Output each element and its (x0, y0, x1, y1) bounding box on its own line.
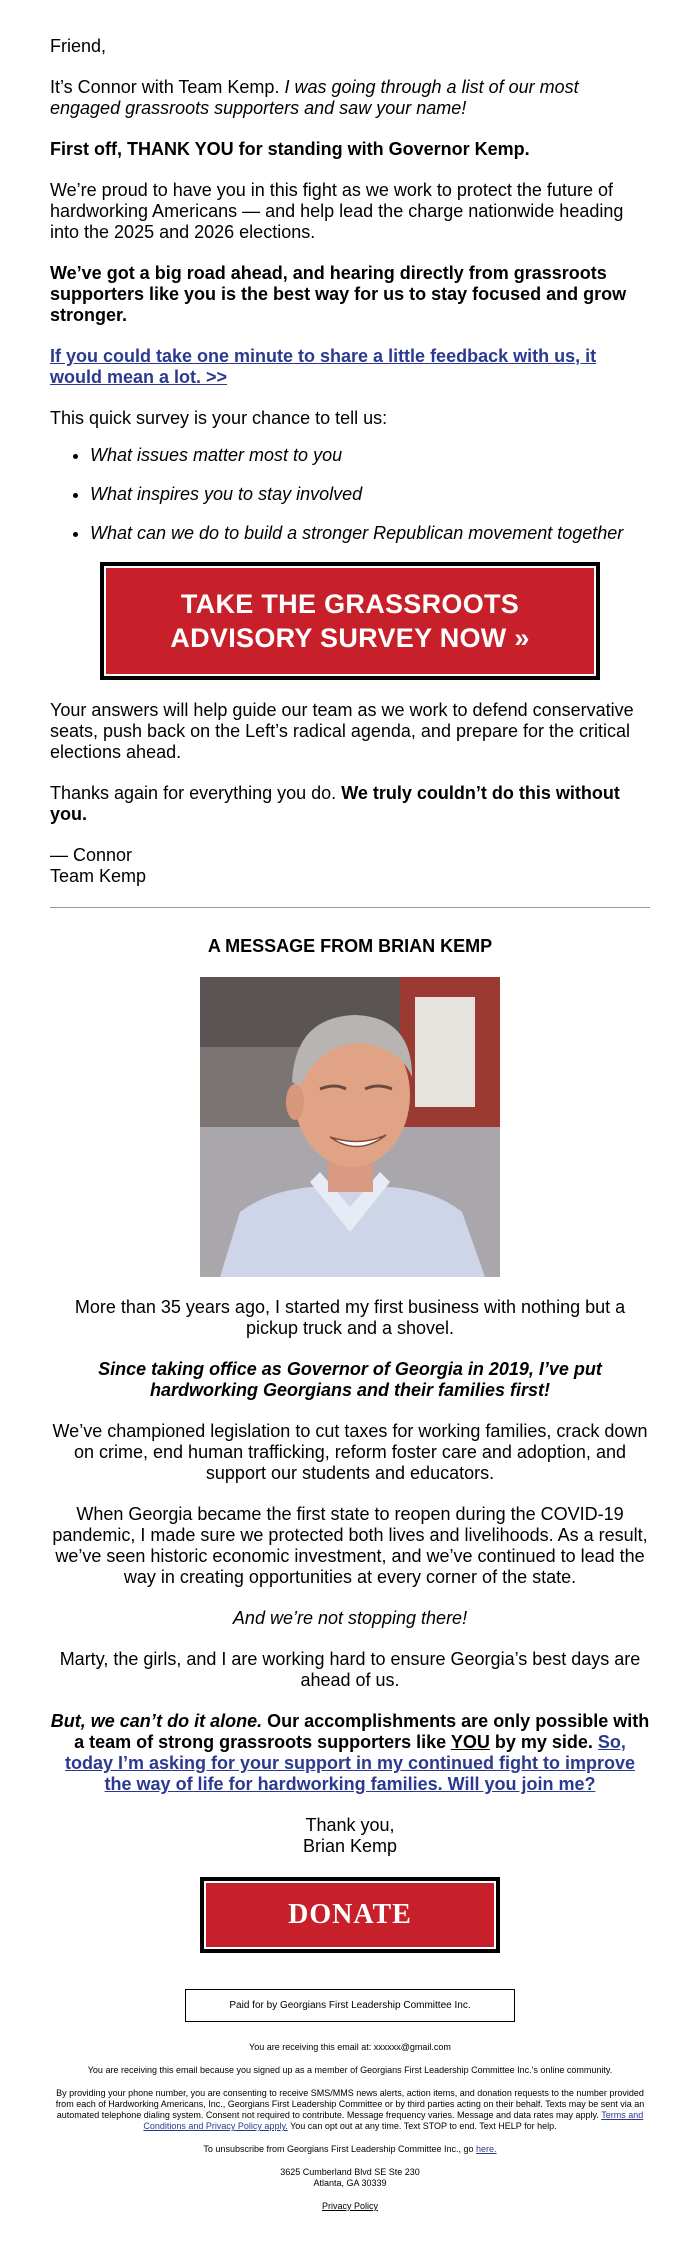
survey-intro: This quick survey is your chance to tell us: (50, 408, 388, 428)
unsubscribe-note (50, 2144, 650, 2155)
signature-name: — Connor (50, 845, 133, 865)
cant-do-alone: But, we can’t do it alone. (50, 1711, 263, 1731)
accomplishments-text-a: Our accomplishments are only possible with a team of strong grassroots supporters like (74, 1711, 650, 1752)
message-paragraph-7 (50, 1711, 650, 1795)
email-body (50, 0, 650, 2212)
feedback-paragraph (50, 346, 650, 388)
survey-button-frame (100, 562, 600, 680)
signature-team: Team Kemp (50, 866, 147, 886)
unsubscribe-text: To unsubscribe from Georgians First Leadership Committee Inc., go (203, 2144, 477, 2154)
address-line-1: 3625 Cumberland Blvd SE Ste 230 (280, 2167, 420, 2177)
sms-consent-note (50, 2088, 650, 2132)
message-heading: A MESSAGE FROM BRIAN KEMP (207, 936, 493, 956)
take-survey-button[interactable] (104, 566, 596, 676)
accomplishments-text-b: by my side. (489, 1732, 598, 1752)
feedback-link[interactable]: If you could take one minute to share a little feedback with us, it would mean a lot. >> (50, 346, 597, 387)
signed-up-note: You are receiving this email because you signed up as a member of Georgians First Leadership Committee Inc.'s online community. (87, 2065, 613, 2075)
join-me-link[interactable]: So, today I’m asking for your support in my continued fight to improve the way of life for hardworking families. Will you join me? (64, 1732, 636, 1794)
survey-list (50, 445, 650, 544)
brian-kemp-photo (200, 977, 500, 1277)
closing-name: Brian Kemp (302, 1836, 398, 1856)
message-paragraph-2: Since taking office as Governor of Georgia in 2019, I’ve put hardworking Georgians and their families first! (98, 1359, 602, 1400)
thanks-again-bold: We truly couldn’t do this without you. (50, 783, 620, 824)
answers-paragraph: Your answers will help guide our team as we work to defend conservative seats, push back on the Left’s radical agenda, and prepare for the critical elections ahead. (50, 700, 634, 762)
you-emphasis: YOU (450, 1732, 490, 1752)
portrait-illustration (200, 977, 500, 1277)
intro-plain: It’s Connor with Team Kemp. (50, 77, 285, 97)
intro-paragraph (50, 77, 650, 119)
privacy-line (50, 2201, 650, 2212)
unsubscribe-link[interactable]: here. (476, 2144, 497, 2154)
survey-item: • What can we do to build a stronger Republican movement together (90, 523, 650, 544)
donate-button-frame (200, 1877, 500, 1953)
survey-item: • What issues matter most to you (90, 445, 650, 466)
donate-button[interactable]: DONATE (204, 1881, 496, 1949)
message-paragraph-6: Marty, the girls, and I are working hard to ensure Georgia’s best days are ahead of us. (59, 1649, 641, 1690)
thanks-paragraph: First off, THANK YOU for standing with Governor Kemp. (50, 139, 530, 159)
salutation: Friend, (50, 36, 107, 56)
message-paragraph-5: And we’re not stopping there! (232, 1608, 468, 1628)
intro-italic: I was going through a list of our most engaged grassroots supporters and saw your name! (50, 77, 579, 118)
take-survey-label-line2: ADVISORY SURVEY NOW » (170, 623, 530, 653)
section-divider (50, 907, 650, 908)
paid-for-box: Paid for by Georgians First Leadership Committee Inc. (185, 1989, 515, 2022)
road-paragraph: We’ve got a big road ahead, and hearing directly from grassroots supporters like you is the best way for us to stay focused and grow stronger. (50, 263, 627, 325)
sms-opt-out-text: You can opt out at any time. Text STOP to end. Text HELP for help. (287, 2121, 557, 2131)
thanks-again-paragraph (50, 783, 650, 825)
thanks-again-plain: Thanks again for everything you do. (50, 783, 342, 803)
take-survey-label-line1: TAKE THE GRASSROOTS (180, 589, 520, 619)
message-paragraph-4: When Georgia became the first state to reopen during the COVID-19 pandemic, I made sure we protected both lives and livelihoods. As a result, we’ve seen historic economic investment, and we’ve continued to lead the way in creating opportunities at every corner of the state. (52, 1504, 648, 1587)
privacy-policy-link[interactable]: Privacy Policy (321, 2201, 378, 2211)
receiving-email-note: You are receiving this email at: xxxxxx@gmail.com (249, 2042, 451, 2052)
message-paragraph-3: We’ve championed legislation to cut taxes for working families, crack down on crime, end human trafficking, reform foster care and adoption, and support our students and educators. (52, 1421, 648, 1483)
proud-paragraph: We’re proud to have you in this fight as we work to protect the future of hardworking Americans — and help lead the charge nationwide heading into the 2025 and 2026 elections. (50, 180, 624, 242)
terms-privacy-link[interactable]: Terms and Conditions and Privacy Policy apply. (143, 2110, 644, 2131)
address-line-2: Atlanta, GA 30339 (313, 2178, 387, 2188)
message-paragraph-1: More than 35 years ago, I started my first business with nothing but a pickup truck and a shovel. (74, 1297, 626, 1338)
sms-consent-text: By providing your phone number, you are consenting to receive SMS/MMS news alerts, action items, and donation requests to the number provided from each of Hardworking Americans, Inc., Georgians First Leadership Committee or by third parties acting on their behalf. Texts may be sent via an automated telephone dialing system. Consent not required to contribute. Message frequency varies. Message and data rates may apply. (55, 2088, 645, 2120)
closing: Thank you, (305, 1815, 395, 1835)
mailing-address (50, 2167, 650, 2189)
survey-item: • What inspires you to stay involved (90, 484, 650, 505)
